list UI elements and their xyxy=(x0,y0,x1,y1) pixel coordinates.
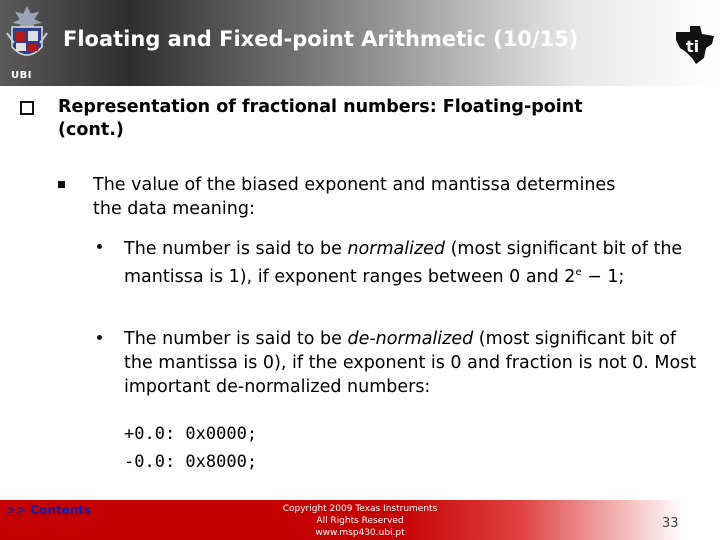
copyright-notice: Copyright 2009 Texas Instruments All Rights Reserved xyxy=(282,504,438,526)
bullet-level2 xyxy=(93,173,703,221)
bullet-heading-line1: Representation of fractional numbers: Floating-point xyxy=(58,97,583,117)
square-bullet-icon xyxy=(58,181,65,188)
bullet-heading-line2: (cont.) xyxy=(58,120,124,140)
org-label: UBI xyxy=(11,70,32,81)
contents-link[interactable]: >> Contents xyxy=(6,503,92,517)
university-crest-icon xyxy=(2,3,52,67)
slide-title: Floating and Fixed-point Arithmetic (10/15) xyxy=(63,27,579,51)
page-number: 33 xyxy=(662,516,679,531)
website-url: www.msp430.ubi.pt xyxy=(315,528,405,538)
term-denormalized: de-normalized xyxy=(347,329,474,349)
bullet-denormalized: The number is said to be de-normalized (most significant bit of the mantissa is 0), if the exponent is 0 and fraction is not 0. Most important de-normalized numbers: xyxy=(124,329,697,397)
bullet-level2-line2: the data meaning: xyxy=(93,199,255,219)
checkbox-bullet-icon xyxy=(20,101,34,115)
code-positive-zero: +0.0: 0x0000; xyxy=(124,424,258,444)
bullet-level2-line1: The value of the biased exponent and mantissa determines xyxy=(93,175,616,195)
svg-text:ti: ti xyxy=(686,37,700,56)
round-bullet-icon xyxy=(97,335,102,340)
bullet-normalized: The number is said to be normalized (most significant bit of the mantissa is 1), if exponent ranges between 0 and $2^e - 1$; xyxy=(124,239,683,287)
texas-instruments-logo-icon xyxy=(672,22,718,68)
code-negative-zero: -0.0: 0x8000; xyxy=(124,452,258,472)
term-normalized: normalized xyxy=(347,239,446,259)
bullet-heading xyxy=(58,96,698,142)
round-bullet-icon xyxy=(97,244,102,249)
